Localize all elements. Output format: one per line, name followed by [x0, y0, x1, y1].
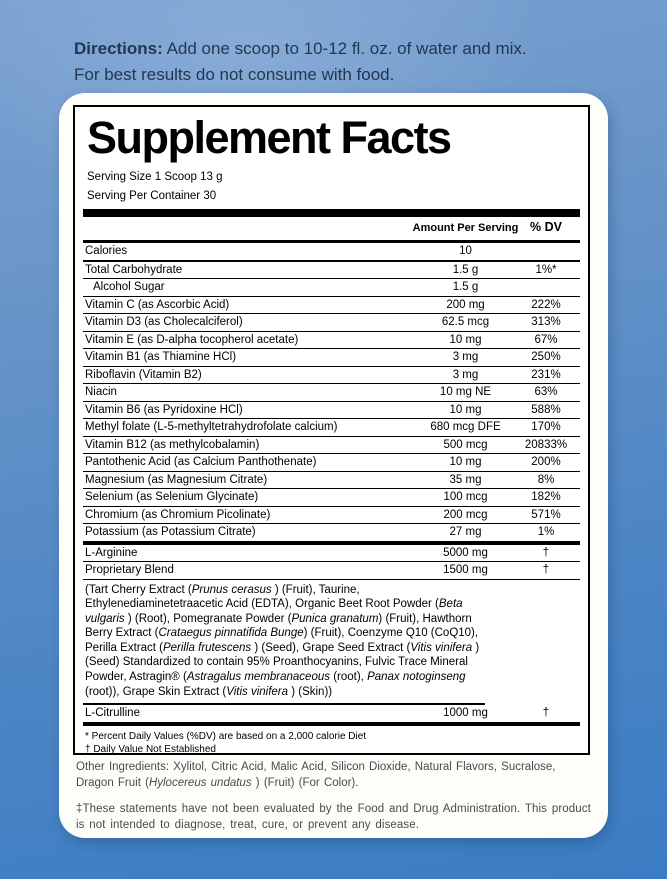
table-header-row — [83, 217, 580, 243]
nutrient-rows-after-blend — [83, 705, 580, 726]
text-segment: ) (Seed), Grape Seed Extract ( — [251, 641, 411, 654]
proprietary-blend-description — [83, 580, 485, 706]
nutrient-row — [83, 279, 580, 297]
label-bottom-text — [76, 759, 593, 833]
nutrient-amount: 10 mg — [449, 333, 482, 346]
nutrient-name: Vitamin B1 (as Thiamine HCl) — [85, 351, 237, 363]
nutrient-dv: 170% — [531, 421, 561, 433]
nutrient-dv: 8% — [537, 473, 555, 486]
nutrient-row — [83, 314, 580, 332]
nutrient-name: Methyl folate (L-5-methyltetrahydrofolate calcium) — [85, 421, 338, 433]
text-segment: ) (Fruit) (For Color). — [251, 777, 359, 789]
divider-heavy — [83, 209, 580, 217]
nutrient-dv: 1% — [537, 526, 555, 538]
nutrient-name: Vitamin E (as D-alpha tocopherol acetate) — [85, 333, 299, 346]
nutrient-row — [83, 454, 580, 472]
serving-size: Serving Size 1 Scoop 13 g — [87, 171, 223, 183]
botanical-name: Perilla frutescens — [162, 641, 252, 654]
nutrient-dv: 20833% — [524, 438, 568, 451]
nutrient-amount: 10 — [459, 245, 472, 257]
nutrient-row — [83, 705, 580, 726]
botanical-name: Vitis vinifera — [226, 685, 289, 698]
botanical-name: Beta vulgaris — [85, 598, 463, 625]
nutrient-dv: 571% — [531, 508, 561, 521]
text-segment: ) (Seed) Standardized to contain 95% Proanthocyanins, Fulvic Trace Mineral Powder, Astragin® ( — [85, 641, 480, 684]
directions-line1: Add one scoop to 10-12 fl. oz. of water and mix. — [162, 39, 527, 58]
nutrient-dv: 200% — [531, 456, 561, 468]
nutrient-amount: 500 mcg — [443, 438, 488, 451]
botanical-name: Vitis vinifera — [410, 641, 473, 654]
nutrient-name: Potassium (as Potassium Citrate) — [85, 526, 256, 538]
directions-text — [74, 36, 594, 88]
nutrient-dv: † — [542, 564, 550, 576]
nutrient-dv: 67% — [534, 333, 558, 346]
panel-title: Supplement Facts — [87, 112, 451, 163]
nutrient-row — [83, 384, 580, 402]
nutrient-name: Vitamin B6 (as Pyridoxine HCl) — [85, 403, 243, 416]
nutrient-amount: 1.5 g — [452, 281, 479, 293]
servings-per-container: Serving Per Container 30 — [87, 190, 217, 202]
nutrient-row — [83, 437, 580, 455]
other-ingredients — [76, 759, 593, 791]
nutrient-name: Selenium (as Selenium Glycinate) — [85, 491, 259, 503]
nutrient-name: Niacin — [85, 386, 117, 398]
nutrient-amount: 5000 mg — [443, 546, 488, 559]
fda-disclaimer: ‡These statements have not been evaluated by the Food and Drug Administration. This product is not intended to diagnose, treat, cure, or prevent any disease. — [76, 803, 591, 831]
nutrient-name: Pantothenic Acid (as Calcium Panthothenate) — [85, 456, 317, 468]
nutrient-amount: 200 mg — [446, 298, 485, 311]
nutrient-dv: 1%* — [535, 263, 557, 276]
nutrient-row — [83, 562, 580, 580]
nutrient-row — [83, 545, 580, 563]
nutrient-name: Vitamin C (as Ascorbic Acid) — [85, 298, 230, 311]
supplement-facts-panel — [73, 105, 590, 755]
text-segment: ) (Fruit), Hawthorn Berry Extract ( — [85, 612, 472, 640]
nutrient-amount: 35 mg — [449, 473, 482, 486]
nutrient-dv: † — [542, 546, 550, 559]
nutrient-amount: 680 mcg DFE — [430, 421, 501, 433]
text-segment: Other Ingredients: Xylitol, Citric Acid, Malic Acid, Silicon Dioxide, Natural Flavors, Sucralose, Dragon Fruit ( — [76, 761, 556, 789]
column-header-dv: % DV — [530, 220, 562, 234]
nutrient-amount: 100 mcg — [443, 491, 488, 503]
nutrient-row — [83, 367, 580, 385]
nutrient-dv: 313% — [531, 316, 561, 328]
nutrient-dv: † — [542, 707, 550, 720]
nutrient-amount: 1500 mg — [443, 564, 488, 576]
text-segment: (root), — [330, 671, 368, 684]
text-segment: (root)), Grape Skin Extract ( — [85, 685, 227, 698]
nutrient-amount: 10 mg — [449, 403, 482, 416]
nutrient-row — [83, 524, 580, 545]
nutrient-name: L-Arginine — [85, 546, 138, 559]
nutrient-row — [83, 472, 580, 490]
nutrient-dv: 250% — [531, 351, 561, 363]
nutrient-row — [83, 489, 580, 507]
nutrient-row — [83, 507, 580, 525]
column-header-amount: Amount Per Serving — [412, 222, 519, 234]
nutrient-rows — [83, 243, 580, 580]
footnote-not-established: † Daily Value Not Established — [85, 744, 216, 756]
nutrient-dv: 231% — [531, 368, 561, 381]
botanical-name: Hylocereus undatus — [148, 777, 252, 789]
botanical-name: Punica granatum — [291, 612, 379, 625]
text-segment: ) (Root), Pomegranate Powder ( — [124, 612, 292, 625]
text-segment: ) (Skin)) — [288, 685, 333, 698]
nutrient-dv: 63% — [534, 386, 558, 398]
nutrient-dv: 182% — [531, 491, 561, 503]
botanical-name: Crataegus pinnatifida Bunge — [158, 627, 304, 640]
nutrient-name: Vitamin B12 (as methylcobalamin) — [85, 438, 260, 451]
nutrient-amount: 3 mg — [452, 351, 479, 363]
nutrient-amount: 10 mg NE — [439, 386, 492, 398]
directions-label: Directions: — [74, 39, 163, 58]
nutrient-dv: 588% — [531, 403, 561, 416]
nutrient-amount: 10 mg — [449, 456, 482, 468]
nutrient-row — [83, 332, 580, 350]
text-segment: ) (Fruit), Coenzyme Q10 (CoQ10), Perilla Extract ( — [85, 627, 479, 654]
nutrient-row — [83, 402, 580, 420]
nutrient-row — [83, 419, 580, 437]
nutrient-name: Proprietary Blend — [85, 564, 174, 576]
footnotes — [83, 726, 580, 757]
nutrient-amount: 27 mg — [449, 526, 482, 538]
botanical-name: Prunus cerasus — [191, 583, 272, 596]
footnote-daily-value: * Percent Daily Values (%DV) are based on a 2,000 calorie Diet — [85, 730, 367, 742]
nutrient-name: Riboflavin (Vitamin B2) — [85, 368, 202, 381]
nutrient-row — [83, 297, 580, 315]
nutrient-name: Magnesium (as Magnesium Citrate) — [85, 473, 268, 486]
nutrient-name: Chromium (as Chromium Picolinate) — [85, 508, 271, 521]
nutrient-amount: 1000 mg — [443, 707, 488, 720]
nutrient-row — [83, 243, 580, 262]
nutrient-amount: 62.5 mcg — [441, 316, 490, 328]
label-card — [59, 93, 608, 838]
nutrient-amount: 1.5 g — [452, 263, 479, 276]
nutrient-row — [83, 349, 580, 367]
text-segment: (Tart Cherry Extract ( — [85, 583, 192, 596]
directions-line2: For best results do not consume with food. — [74, 65, 395, 84]
nutrient-amount: 3 mg — [452, 368, 479, 381]
botanical-name: Panax notoginseng — [367, 671, 466, 684]
nutrient-amount: 200 mcg — [443, 508, 488, 521]
text-segment: ) (Fruit), Taurine, Ethylenediaminetetraacetic Acid (EDTA), Organic Beet Root Powder ( — [85, 583, 439, 611]
nutrient-name: Alcohol Sugar — [93, 281, 165, 293]
nutrient-row — [83, 262, 580, 280]
nutrient-name: L-Citrulline — [85, 707, 140, 720]
nutrient-dv: 222% — [531, 298, 561, 311]
nutrient-name: Calories — [85, 245, 128, 257]
botanical-name: Astragalus membranaceous — [186, 671, 330, 684]
nutrient-name: Total Carbohydrate — [85, 263, 183, 276]
nutrient-name: Vitamin D3 (as Cholecalciferol) — [85, 316, 243, 328]
